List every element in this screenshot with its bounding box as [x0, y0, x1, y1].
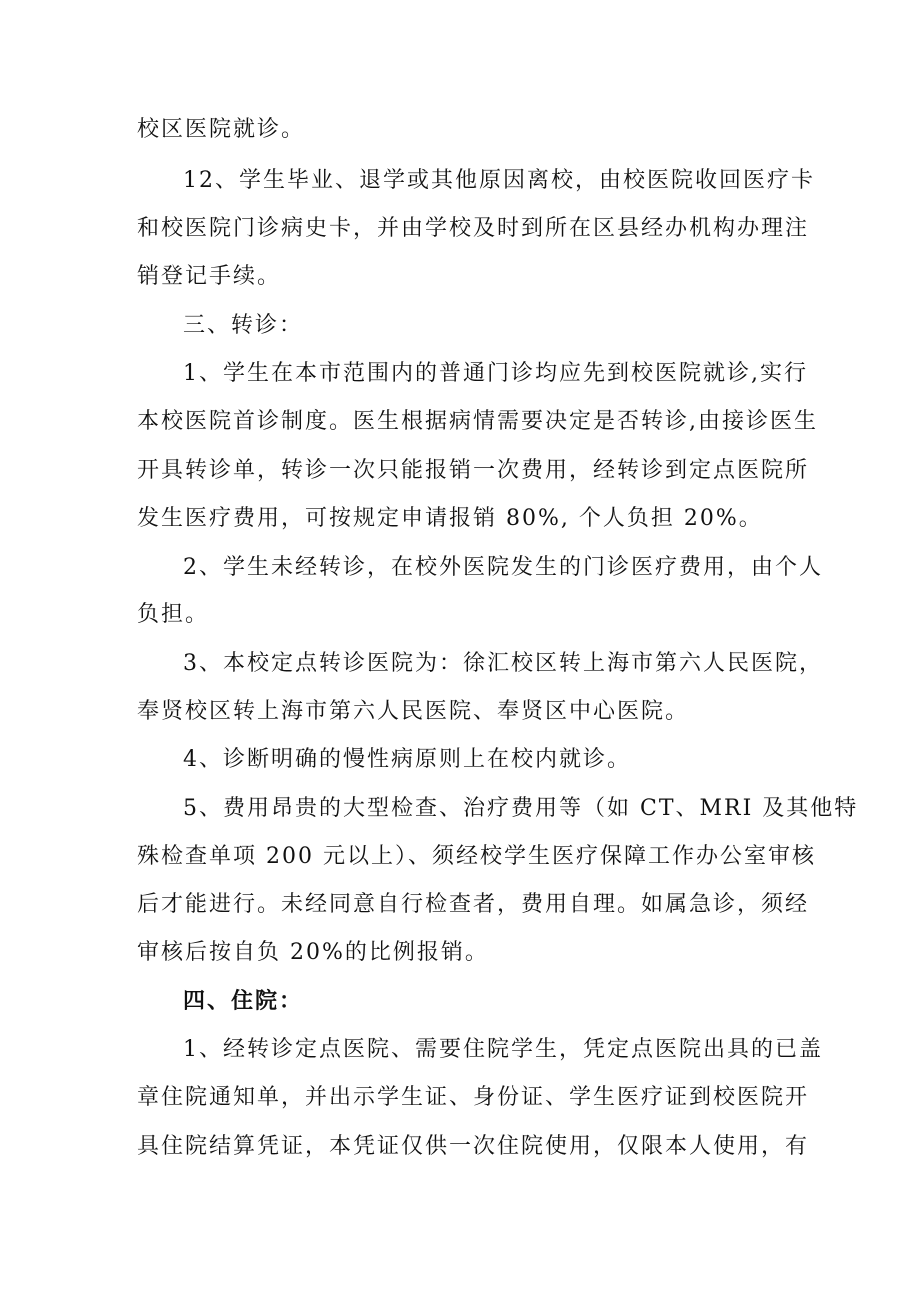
text-line: 殊检查单项 200 元以上）、须经校学生医疗保障工作办公室审核	[137, 844, 816, 869]
text-line: 1、经转诊定点医院、需要住院学生，凭定点医院出具的已盖	[183, 1037, 823, 1062]
section-heading: 四、住院：	[183, 989, 304, 1014]
text-line: 4、诊断明确的慢性病原则上在校内就诊。	[183, 747, 631, 772]
text-line: 5、费用昂贵的大型检查、治疗费用等（如 CT、MRI 及其他特	[183, 796, 859, 821]
section-heading: 三、转诊：	[183, 313, 304, 338]
text-line: 校区医院就诊。	[137, 117, 306, 142]
text-line: 3、本校定点转诊医院为：徐汇校区转上海市第六人民医院，	[183, 651, 823, 676]
text-line: 章住院通知单，并出示学生证、身份证、学生医疗证到校医院开	[137, 1085, 810, 1110]
text-line: 本校医院首诊制度。医生根据病情需要决定是否转诊,由接诊医生	[137, 409, 818, 434]
text-line: 发生医疗费用，可按规定申请报销 80%, 个人负担 20%。	[137, 506, 763, 531]
text-line: 1、学生在本市范围内的普通门诊均应先到校医院就诊,实行	[183, 361, 808, 386]
text-line: 开具转诊单，转诊一次只能报销一次费用，经转诊到定点医院所	[137, 458, 810, 483]
text-line: 12、学生毕业、退学或其他原因离校，由校医院收回医疗卡	[183, 168, 815, 193]
text-line: 奉贤校区转上海市第六人民医院、奉贤区中心医院。	[137, 699, 690, 724]
text-line: 后才能进行。未经同意自行检查者，费用自理。如属急诊，须经	[137, 892, 810, 917]
text-line: 审核后按自负 20%的比例报销。	[137, 940, 489, 965]
text-line: 负担。	[137, 602, 210, 627]
text-line: 销登记手续。	[137, 264, 282, 289]
text-line: 2、学生未经转诊，在校外医院发生的门诊医疗费用，由个人	[183, 555, 823, 580]
text-line: 具住院结算凭证，本凭证仅供一次住院使用，仅限本人使用，有	[137, 1134, 810, 1159]
text-line: 和校医院门诊病史卡，并由学校及时到所在区县经办机构办理注	[137, 216, 810, 241]
